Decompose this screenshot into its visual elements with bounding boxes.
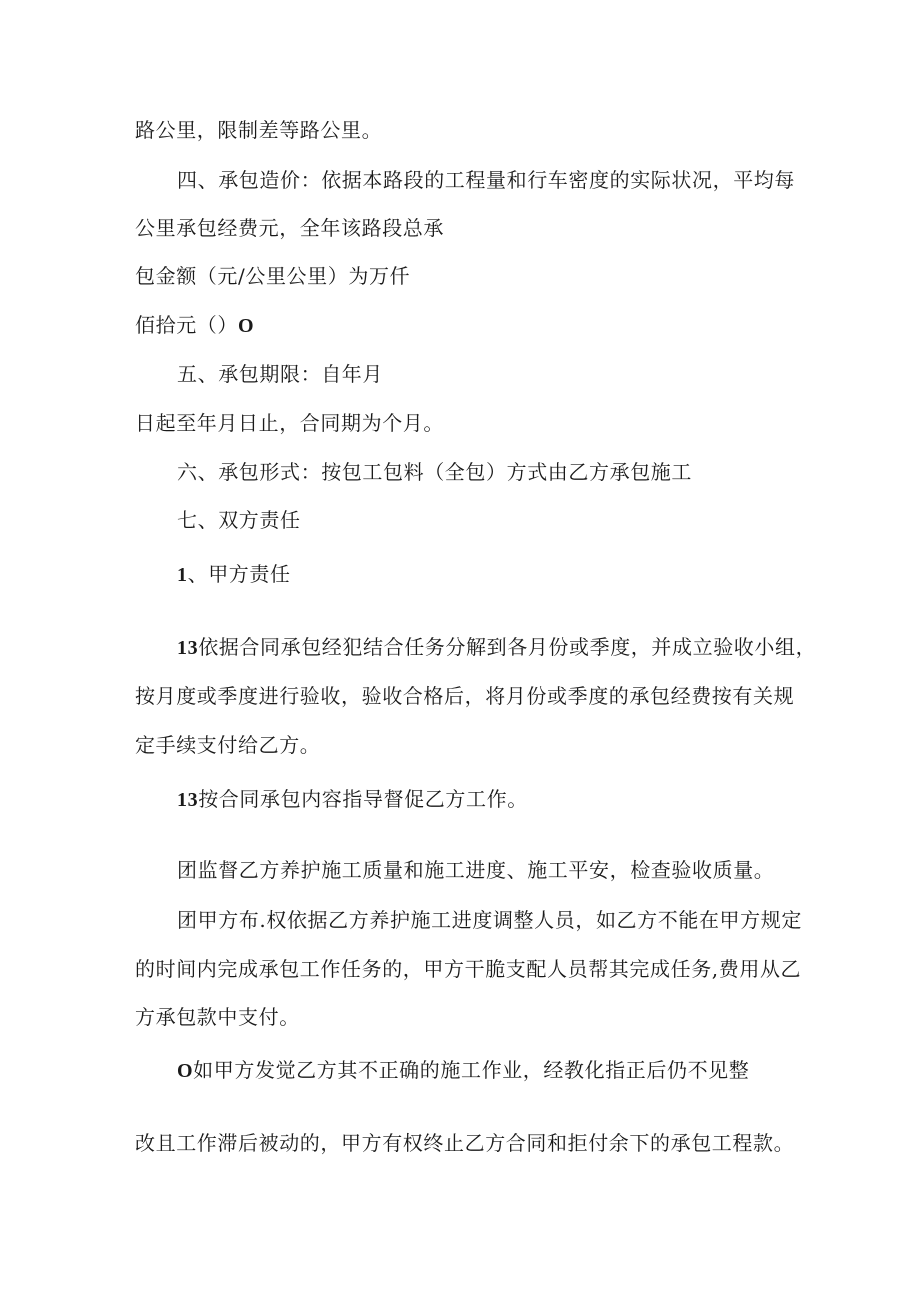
section-seven-heading: 七、双方责任 xyxy=(177,508,301,532)
item-number: 13 xyxy=(177,789,199,811)
text-line: 定手续支付给乙方。 xyxy=(135,733,321,757)
clause-item: 团甲方布.权依据乙方养护施工进度调整人员，如乙方不能在甲方规定 xyxy=(177,908,802,932)
section-five-heading: 五、承包期限：自年月 xyxy=(177,362,383,386)
text-line: 的时间内完成承包工作任务的，甲方干脆支配人员帮其完成任务,费用从乙 xyxy=(135,957,802,981)
section-four-heading: 四、承包造价：依据本路段的工程量和行车密度的实际状况，平均每 xyxy=(177,168,795,192)
item-marker: O xyxy=(177,1060,194,1082)
text-line: 公里承包经费元，全年该路段总承 xyxy=(135,216,444,240)
text-line: 佰拾元（）O xyxy=(135,313,255,337)
text-line: 日起至年月日止，合同期为个月。 xyxy=(135,411,444,435)
clause-item: 团监督乙方养护施工质量和施工进度、施工平安，检查验收质量。 xyxy=(177,858,775,882)
section-six-heading: 六、承包形式：按包工包料（全包）方式由乙方承包施工 xyxy=(177,460,692,484)
text-line: 按月度或季度进行验收，验收合格后，将月份或季度的承包经费按有关规 xyxy=(135,684,795,708)
text-line: 包金额（元/公里公里）为万仟 xyxy=(135,264,411,288)
item-number: 13 xyxy=(177,637,199,659)
text-line: 改且工作滞后被动的，甲方有权终止乙方合同和拒付余下的承包工程款。 xyxy=(135,1131,795,1155)
clause-item: O如甲方发觉乙方其不正确的施工作业，经教化指正后仍不见整 xyxy=(177,1058,750,1082)
text-line: 路公里，限制差等路公里。 xyxy=(135,118,383,142)
clause-item: 13按合同承包内容指导督促乙方工作。 xyxy=(177,787,528,811)
item-number: 1 xyxy=(177,564,188,586)
clause-item: 13依据合同承包经犯结合任务分解到各月份或季度，并成立验收小组， xyxy=(177,635,817,659)
text-line: 方承包款中支付。 xyxy=(135,1005,300,1029)
marker-o: O xyxy=(238,315,255,337)
subsection-heading: 1、甲方责任 xyxy=(177,562,291,586)
